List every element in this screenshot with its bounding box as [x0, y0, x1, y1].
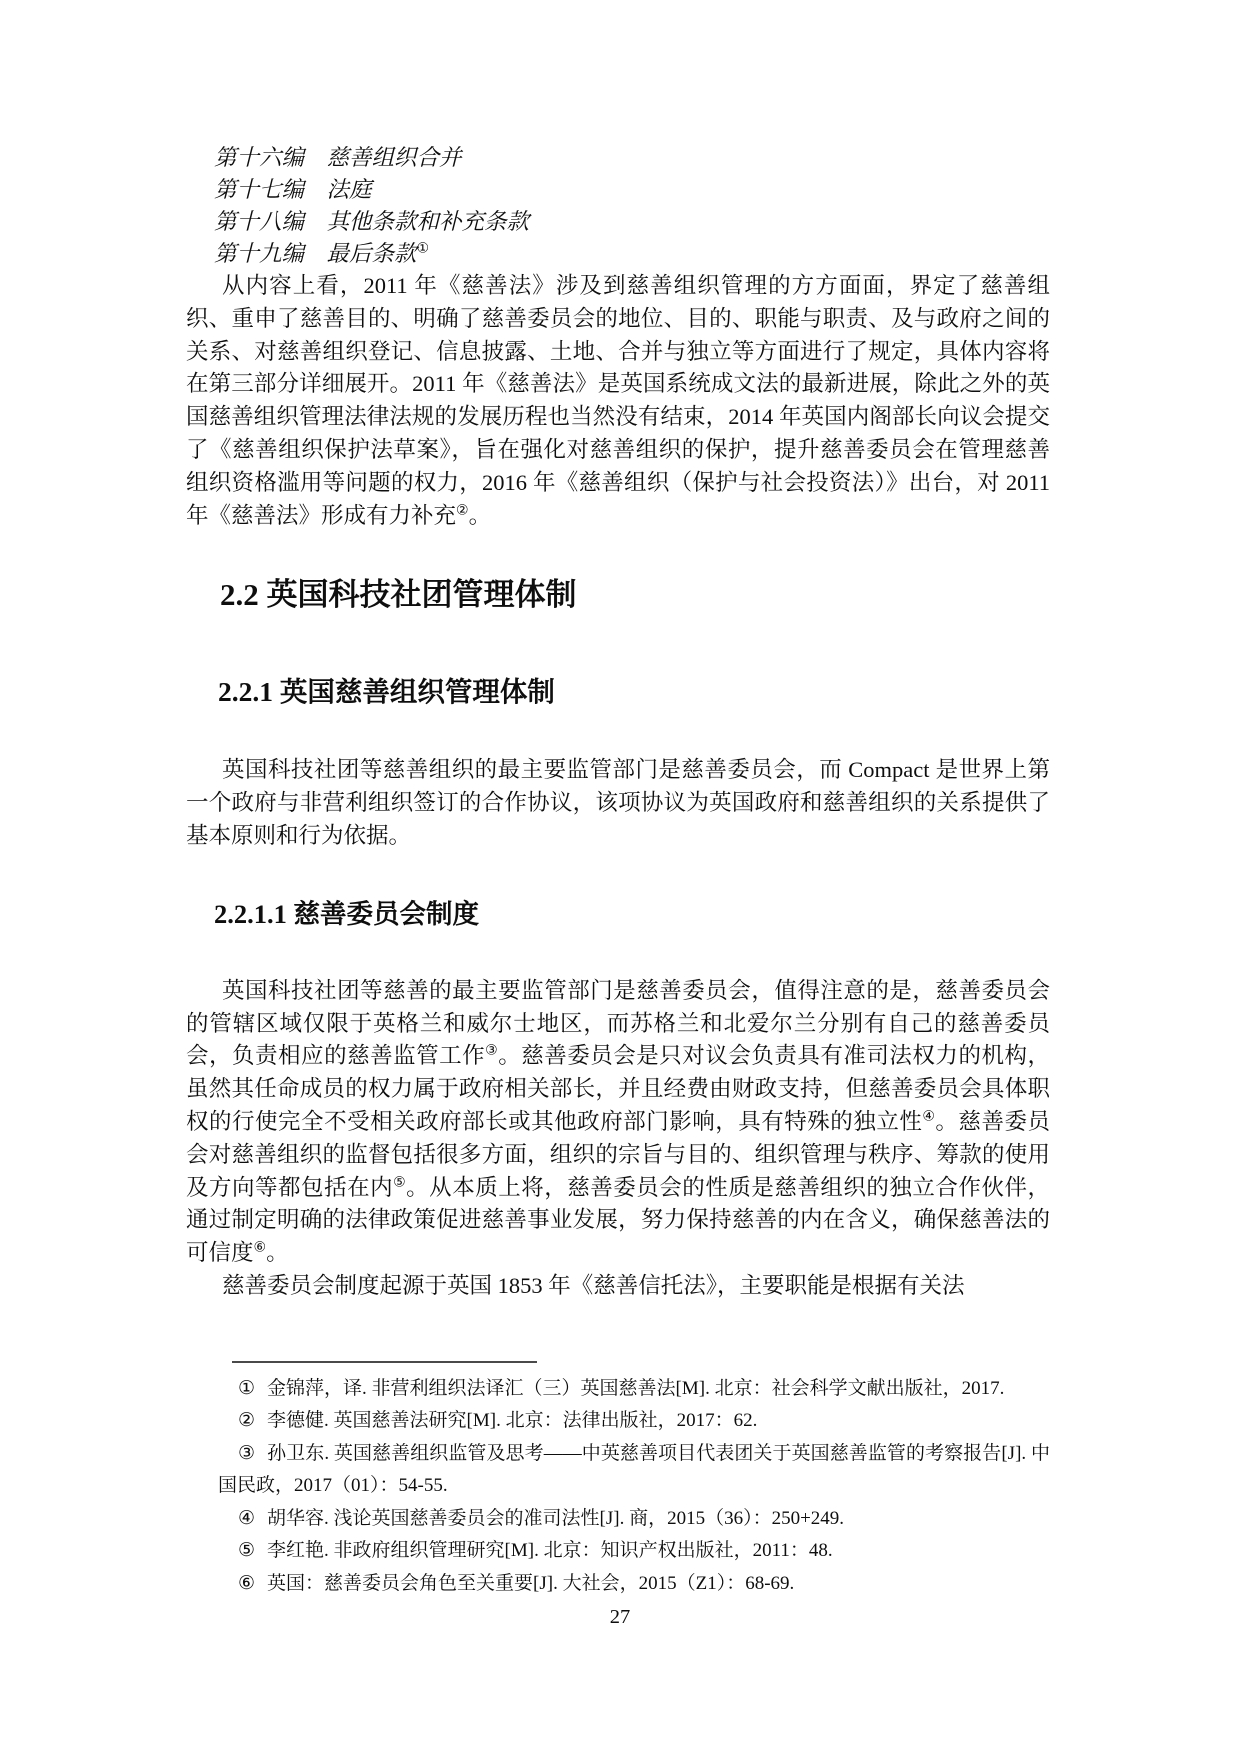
- footnote-item: [218, 1503, 1050, 1536]
- paragraph-text: 。慈善委员会对慈善组织的监督包括很多方面，组织的宗旨与目的、组织管理与秩序、筹款的使用及方向等都包括在内: [186, 1108, 1050, 1200]
- paragraph-text: 。从本质上将，慈善委员会的性质是慈善组织的独立合作伙伴，通过制定明确的法律政策促进慈善事业发展，努力保持慈善的内在含义，确保慈善法的可信度: [186, 1174, 1050, 1266]
- footnote-item: [218, 1405, 1050, 1438]
- paragraph-text: 。: [266, 1240, 289, 1266]
- paragraph-text: 英国科技社团等慈善的最主要监管部门是慈善委员会，值得注意的是，慈善委员会的管辖区域仅限于英格兰和威尔士地区，而苏格兰和北爱尔兰分别有自己的慈善委员会，负责相应的慈善监管工作: [186, 977, 1050, 1069]
- footnote-text: 胡华容. 浅论英国慈善委员会的准司法性[J]. 商，2015（36）：250+249.: [267, 1507, 845, 1529]
- footnote-item: [218, 1535, 1050, 1568]
- paragraph-charitable-trusts-act: 慈善委员会制度起源于英国 1853 年《慈善信托法》，主要职能是根据有关法: [222, 1272, 965, 1298]
- statute-parts-list: [186, 142, 1050, 270]
- footnote-marker: ⑥: [238, 1572, 256, 1594]
- footnote-text: 孙卫东. 英国慈善组织监管及思考——中英慈善项目代表团关于英国慈善监管的考察报告[J]. 中国民政，2017（01）：54-55.: [218, 1442, 1050, 1497]
- footnote-reference: ⑥: [253, 1240, 267, 1256]
- footnote-item: [218, 1438, 1050, 1503]
- list-item-text: 第十八编 其他条款和补充条款: [214, 209, 530, 234]
- footnote-marker: ⑤: [238, 1540, 256, 1562]
- list-item: [186, 206, 1050, 238]
- footnote-reference: ⑤: [393, 1175, 407, 1191]
- footnote-reference: ②: [456, 503, 469, 519]
- page-number: 27: [609, 1606, 631, 1629]
- footnote-text: 李德健. 英国慈善法研究[M]. 北京：法律出版社，2017：62.: [267, 1410, 758, 1432]
- section-heading-2-2-1-1: 2.2.1.1 慈善委员会制度: [214, 898, 479, 929]
- footnote-marker: ①: [238, 1377, 256, 1399]
- list-item-text: 第十七编 法庭: [214, 177, 372, 202]
- footnotes-section: [218, 1361, 1050, 1601]
- paragraph-text: 。: [468, 502, 492, 528]
- list-item: [186, 174, 1050, 206]
- footnote-separator: [232, 1361, 537, 1363]
- footnote-reference: ④: [922, 1109, 936, 1125]
- footnote-text: 金锦萍，译. 非营利组织法译汇（三）英国慈善法[M]. 北京：社会科学文献出版社，2017.: [267, 1377, 1005, 1399]
- section-heading-2-2-1: 2.2.1 英国慈善组织管理体制: [218, 676, 555, 708]
- footnote-reference: ③: [485, 1043, 499, 1059]
- list-item: [186, 238, 1050, 270]
- footnote-reference: ①: [416, 241, 430, 257]
- paragraph-text: 。慈善委员会是只对议会负责具有准司法权力的机构，虽然其任命成员的权力属于政府相关部长，并且经费由财政支持，但慈善委员会具体职权的行使完全不受相关政府部长或其他政府部门影响，具有特殊的独立性: [186, 1043, 1050, 1134]
- paragraph-text: 从内容上看，2011 年《慈善法》涉及到慈善组织管理的方方面面，界定了慈善组织、重申了慈善目的、明确了慈善委员会的地位、目的、职能与职责、及与政府之间的关系、对慈善组织登记、信息披露、土地、合并与独立等方面进行了规定，具体内容将在第三部分详细展开。2011 年《慈善法》是英国系统成文法的最新进展，除此之外的英国慈善组织管理法律法规的发展历程也当然没有结束，2014 年英国内阁部长向议会提交了《慈善组织保护法草案》，旨在强化对慈善组织的保护，提升慈善委员会在管理慈善组织资格滥用等问题的权力，2016 年《慈善组织（保护与社会投资法）》出台，对 2011 年《慈善法》形成有力补充: [186, 273, 1050, 528]
- paragraph-charity-act-2011: [186, 270, 1050, 532]
- paragraph-charity-commission: [186, 975, 1050, 1270]
- footnote-text: 李红艳. 非政府组织管理研究[M]. 北京：知识产权出版社，2011：48.: [267, 1540, 833, 1562]
- footnote-marker: ③: [238, 1442, 256, 1464]
- footnote-item: [218, 1568, 1050, 1601]
- list-item: [186, 142, 1050, 174]
- list-item-text: 第十六编 慈善组织合并: [214, 145, 462, 170]
- paragraph-compact-agreement: 英国科技社团等慈善组织的最主要监管部门是慈善委员会，而 Compact 是世界上第一个政府与非营利组织签订的合作协议，该项协议为英国政府和慈善组织的关系提供了基本原则和行为依据。: [186, 757, 1050, 848]
- section-heading-2-2: 2.2 英国科技社团管理体制: [220, 577, 577, 613]
- footnote-marker: ④: [238, 1507, 256, 1529]
- footnote-item: [218, 1373, 1050, 1406]
- footnote-text: 英国：慈善委员会角色至关重要[J]. 大社会，2015（Z1）：68-69.: [267, 1572, 795, 1594]
- list-item-text: 第十九编 最后条款: [214, 241, 417, 266]
- footnote-marker: ②: [238, 1410, 256, 1432]
